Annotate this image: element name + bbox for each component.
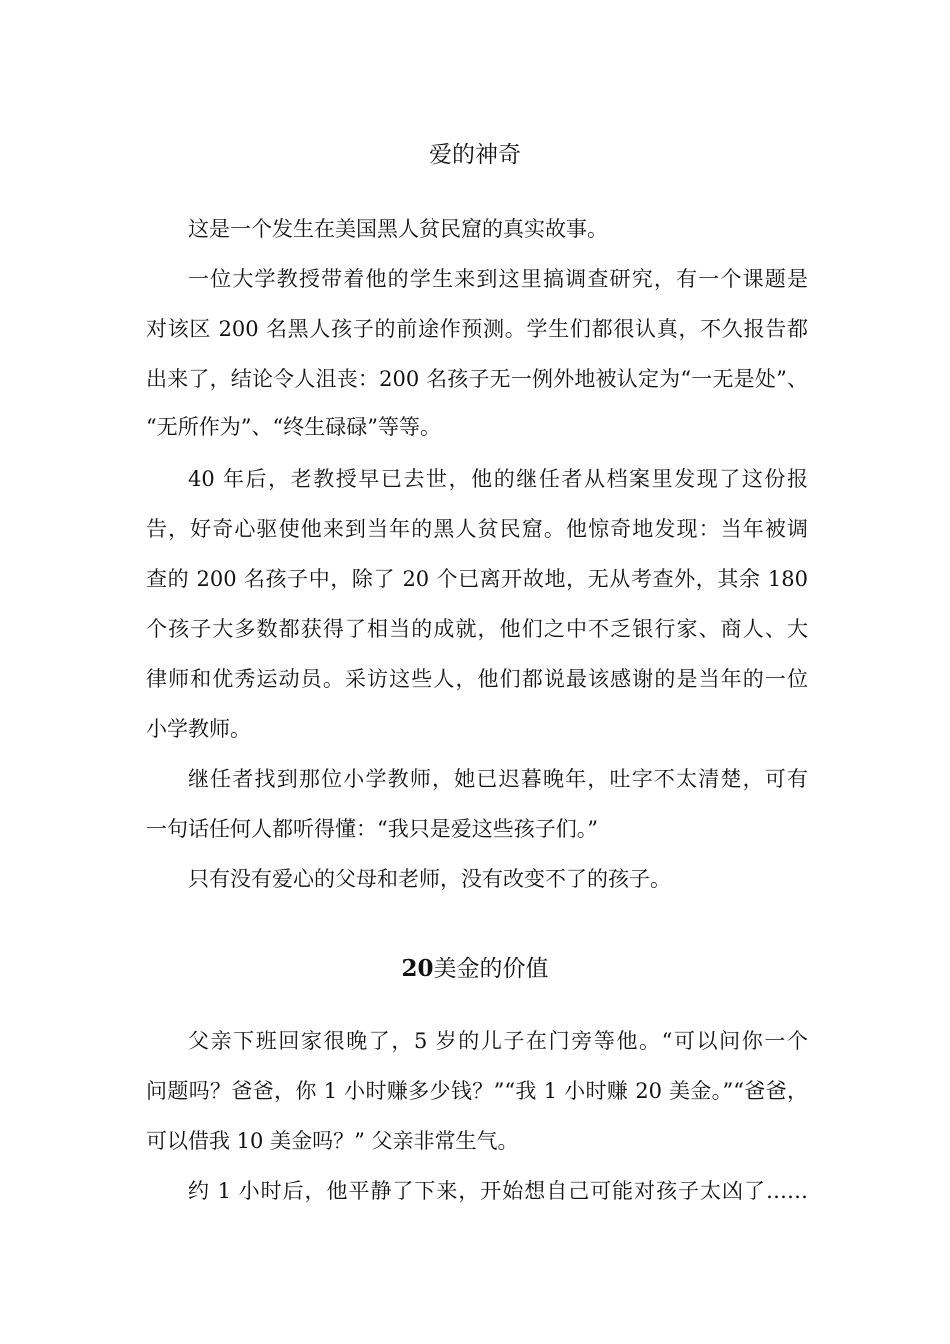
paragraph-line: 这是一个发生在美国黑人贫民窟的真实故事。 <box>188 217 608 241</box>
paragraph-line: 40 年后，老教授早已去世，他的继任者从档案里发现了这份报 <box>188 467 808 491</box>
paragraph-line: 告，好奇心驱使他来到当年的黑人贫民窟。他惊奇地发现：当年被调 <box>146 517 808 541</box>
story-title-20-dollars <box>0 954 950 984</box>
paragraph-line-conclusion: 只有没有爱心的父母和老师，没有改变不了的孩子。 <box>188 867 671 891</box>
paragraph-line: 可以借我 10 美金吗？” 父亲非常生气。 <box>146 1129 519 1153</box>
story-title-love-miracle: 爱的神奇 <box>429 142 521 168</box>
paragraph-line: 父亲下班回家很晚了，5 岁的儿子在门旁等他。“可以问你一个 <box>188 1029 808 1053</box>
paragraph-line: 一句话任何人都听得懂：“我只是爱这些孩子们。” <box>146 817 598 841</box>
paragraph-line: 律师和优秀运动员。采访这些人，他们都说最该感谢的是当年的一位 <box>146 667 808 691</box>
paragraph-line: 约 1 小时后，他平静了下来，开始想自己可能对孩子太凶了…… <box>188 1179 808 1203</box>
paragraph-line: 一位大学教授带着他的学生来到这里搞调查研究，有一个课题是 <box>188 267 808 291</box>
paragraph-line: 对该区 200 名黑人孩子的前途作预测。学生们都很认真，不久报告都 <box>146 317 808 341</box>
paragraph-line: 查的 200 名孩子中，除了 20 个已离开故地，无从考查外，其余 180 <box>146 567 808 591</box>
paragraph-line: 个孩子大多数都获得了相当的成就，他们之中不乏银行家、商人、大 <box>146 617 808 641</box>
paragraph-line: “无所作为”、“终生碌碌”等等。 <box>146 415 441 439</box>
story-title-number: 20 <box>401 955 434 982</box>
paragraph-line: 继任者找到那位小学教师，她已迟暮晚年，吐字不太清楚，可有 <box>188 767 808 791</box>
paragraph-line: 出来了，结论令人沮丧：200 名孩子无一例外地被认定为“一无是处”、 <box>146 367 808 391</box>
paragraph-line: 小学教师。 <box>146 717 251 741</box>
paragraph-line: 问题吗？爸爸，你 1 小时赚多少钱？”“我 1 小时赚 20 美金。”“爸爸， <box>146 1079 808 1103</box>
story-title-text: 美金的价值 <box>433 956 549 982</box>
